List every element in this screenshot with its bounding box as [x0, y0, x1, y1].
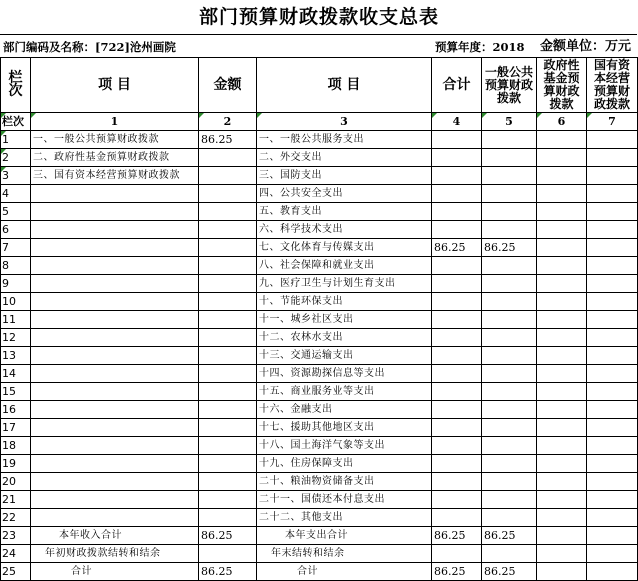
- gov-fund-amount: [537, 257, 587, 275]
- row-index: 7: [1, 239, 31, 257]
- row-index: 22: [1, 509, 31, 527]
- expense-total: [432, 545, 482, 563]
- expense-item: 三、国防支出: [257, 167, 432, 185]
- income-amount: [199, 293, 257, 311]
- expense-item: 二十二、其他支出: [257, 509, 432, 527]
- row-index: 23: [1, 527, 31, 545]
- col-number-1: 1: [31, 113, 199, 131]
- table-row: [1, 221, 638, 239]
- income-item: [31, 347, 199, 365]
- income-amount: [199, 203, 257, 221]
- expense-item: 本年支出合计: [257, 527, 432, 545]
- state-capital-amount: [587, 311, 638, 329]
- col-header-expense-item: 项 目: [257, 58, 432, 113]
- row-index: 15: [1, 383, 31, 401]
- expense-total: [432, 149, 482, 167]
- state-capital-amount: [587, 239, 638, 257]
- row-index: 24: [1, 545, 31, 563]
- state-capital-amount: [587, 401, 638, 419]
- row-index: 17: [1, 419, 31, 437]
- expense-item: 五、教育支出: [257, 203, 432, 221]
- state-capital-amount: [587, 167, 638, 185]
- income-amount: 86.25: [199, 527, 257, 545]
- expense-total: [432, 275, 482, 293]
- income-amount: [199, 257, 257, 275]
- gov-fund-amount: [537, 527, 587, 545]
- row-index: 4: [1, 185, 31, 203]
- general-budget-amount: [482, 203, 537, 221]
- state-capital-amount: [587, 455, 638, 473]
- income-amount: [199, 473, 257, 491]
- table-row: [1, 527, 638, 545]
- gov-fund-amount: [537, 545, 587, 563]
- general-budget-amount: [482, 509, 537, 527]
- table-row: [1, 491, 638, 509]
- col-header-amount: 金额: [199, 58, 257, 113]
- state-capital-amount: [587, 383, 638, 401]
- expense-total: [432, 347, 482, 365]
- gov-fund-amount: [537, 419, 587, 437]
- gov-fund-amount: [537, 509, 587, 527]
- expense-item: 十、节能环保支出: [257, 293, 432, 311]
- expense-total: [432, 167, 482, 185]
- row-index: 8: [1, 257, 31, 275]
- table-row: [1, 239, 638, 257]
- income-item: [31, 455, 199, 473]
- expense-total: [432, 401, 482, 419]
- state-capital-amount: [587, 473, 638, 491]
- expense-total: [432, 473, 482, 491]
- budget-year: 预算年度：2018: [435, 40, 525, 54]
- income-item: [31, 257, 199, 275]
- gov-fund-amount: [537, 347, 587, 365]
- state-capital-amount: [587, 293, 638, 311]
- col-header-state-capital: 国有资本经营预算财政拨款: [587, 58, 638, 113]
- income-amount: [199, 383, 257, 401]
- dept-info: 部门编码及名称：[722]沧州画院: [3, 40, 176, 54]
- table-row: [1, 131, 638, 149]
- col-header-total: 合计: [432, 58, 482, 113]
- row-index: 2: [1, 149, 31, 167]
- general-budget-amount: [482, 545, 537, 563]
- expense-total: [432, 419, 482, 437]
- expense-total: [432, 455, 482, 473]
- expense-item: 十七、援助其他地区支出: [257, 419, 432, 437]
- state-capital-amount: [587, 131, 638, 149]
- gov-fund-amount: [537, 221, 587, 239]
- state-capital-amount: [587, 437, 638, 455]
- row-index: 6: [1, 221, 31, 239]
- income-amount: [199, 275, 257, 293]
- row-index: 5: [1, 203, 31, 221]
- table-row: [1, 329, 638, 347]
- expense-total: [432, 203, 482, 221]
- general-budget-amount: [482, 185, 537, 203]
- table-row: [1, 293, 638, 311]
- expense-total: [432, 509, 482, 527]
- gov-fund-amount: [537, 185, 587, 203]
- expense-total: 86.25: [432, 563, 482, 581]
- state-capital-amount: [587, 509, 638, 527]
- general-budget-amount: [482, 131, 537, 149]
- general-budget-amount: [482, 275, 537, 293]
- general-budget-amount: [482, 149, 537, 167]
- income-item: 三、国有资本经营预算财政拨款: [31, 167, 199, 185]
- state-capital-amount: [587, 329, 638, 347]
- income-item: 本年收入合计: [31, 527, 199, 545]
- col-number-7: 7: [587, 113, 638, 131]
- income-amount: [199, 401, 257, 419]
- state-capital-amount: [587, 257, 638, 275]
- row-index: 16: [1, 401, 31, 419]
- gov-fund-amount: [537, 167, 587, 185]
- gov-fund-amount: [537, 131, 587, 149]
- table-row: [1, 185, 638, 203]
- income-item: [31, 365, 199, 383]
- table-row: [1, 311, 638, 329]
- row-index: 20: [1, 473, 31, 491]
- income-item: 一、一般公共预算财政拨款: [31, 131, 199, 149]
- table-row: [1, 509, 638, 527]
- gov-fund-amount: [537, 311, 587, 329]
- income-item: [31, 221, 199, 239]
- gov-fund-amount: [537, 473, 587, 491]
- lanci-label: 栏次: [1, 113, 31, 131]
- state-capital-amount: [587, 545, 638, 563]
- title-divider: [0, 34, 637, 35]
- income-amount: [199, 221, 257, 239]
- general-budget-amount: [482, 347, 537, 365]
- expense-item: 四、公共安全支出: [257, 185, 432, 203]
- col-header-lanci: 栏次: [1, 58, 31, 113]
- expense-total: [432, 365, 482, 383]
- income-amount: [199, 419, 257, 437]
- income-item: [31, 239, 199, 257]
- general-budget-amount: 86.25: [482, 563, 537, 581]
- income-item: 合计: [31, 563, 199, 581]
- state-capital-amount: [587, 275, 638, 293]
- income-amount: [199, 329, 257, 347]
- general-budget-amount: [482, 455, 537, 473]
- expense-item: 九、医疗卫生与计划生育支出: [257, 275, 432, 293]
- general-budget-amount: [482, 257, 537, 275]
- row-index: 1: [1, 131, 31, 149]
- income-amount: [199, 365, 257, 383]
- header-row: [1, 58, 638, 113]
- income-amount: [199, 509, 257, 527]
- expense-item: 八、社会保障和就业支出: [257, 257, 432, 275]
- income-amount: [199, 347, 257, 365]
- general-budget-amount: [482, 383, 537, 401]
- expense-item: 二、外交支出: [257, 149, 432, 167]
- expense-item: 十一、城乡社区支出: [257, 311, 432, 329]
- income-item: 二、政府性基金预算财政拨款: [31, 149, 199, 167]
- table-row: [1, 401, 638, 419]
- expense-total: 86.25: [432, 239, 482, 257]
- gov-fund-amount: [537, 383, 587, 401]
- table-row: [1, 257, 638, 275]
- expense-item: 十八、国土海洋气象等支出: [257, 437, 432, 455]
- table-row: [1, 437, 638, 455]
- state-capital-amount: [587, 365, 638, 383]
- table-row: [1, 455, 638, 473]
- table-row: [1, 203, 638, 221]
- row-index: 11: [1, 311, 31, 329]
- general-budget-amount: [482, 293, 537, 311]
- income-amount: [199, 455, 257, 473]
- income-amount: [199, 545, 257, 563]
- state-capital-amount: [587, 419, 638, 437]
- col-header-income-item: 项 目: [31, 58, 199, 113]
- expense-total: [432, 491, 482, 509]
- expense-item: 二十、粮油物资储备支出: [257, 473, 432, 491]
- gov-fund-amount: [537, 203, 587, 221]
- table-row: [1, 419, 638, 437]
- col-number-3: 3: [257, 113, 432, 131]
- expense-total: [432, 257, 482, 275]
- gov-fund-amount: [537, 275, 587, 293]
- income-item: [31, 185, 199, 203]
- gov-fund-amount: [537, 293, 587, 311]
- state-capital-amount: [587, 491, 638, 509]
- gov-fund-amount: [537, 149, 587, 167]
- income-item: [31, 383, 199, 401]
- income-item: [31, 311, 199, 329]
- col-number-4: 4: [432, 113, 482, 131]
- expense-total: [432, 293, 482, 311]
- expense-total: [432, 311, 482, 329]
- income-item: [31, 509, 199, 527]
- gov-fund-amount: [537, 455, 587, 473]
- row-index: 19: [1, 455, 31, 473]
- income-item: [31, 293, 199, 311]
- general-budget-amount: [482, 491, 537, 509]
- amount-unit: 金额单位：万元: [540, 39, 632, 54]
- general-budget-amount: [482, 365, 537, 383]
- general-budget-amount: [482, 437, 537, 455]
- expense-item: 十三、交通运输支出: [257, 347, 432, 365]
- col-number-5: 5: [482, 113, 537, 131]
- column-number-row: [1, 113, 638, 131]
- income-amount: [199, 311, 257, 329]
- income-amount: [199, 437, 257, 455]
- gov-fund-amount: [537, 401, 587, 419]
- row-index: 10: [1, 293, 31, 311]
- row-index: 21: [1, 491, 31, 509]
- income-item: [31, 437, 199, 455]
- general-budget-amount: 86.25: [482, 527, 537, 545]
- col-number-6: 6: [537, 113, 587, 131]
- income-amount: [199, 149, 257, 167]
- expense-item: 十五、商业服务业等支出: [257, 383, 432, 401]
- expense-total: [432, 437, 482, 455]
- row-index: 18: [1, 437, 31, 455]
- state-capital-amount: [587, 203, 638, 221]
- gov-fund-amount: [537, 437, 587, 455]
- income-item: [31, 329, 199, 347]
- expense-total: [432, 131, 482, 149]
- page-title: 部门预算财政拨款收支总表: [198, 6, 439, 28]
- state-capital-amount: [587, 185, 638, 203]
- table-row: [1, 167, 638, 185]
- row-index: 25: [1, 563, 31, 581]
- table-row: [1, 149, 638, 167]
- state-capital-amount: [587, 527, 638, 545]
- expense-item: 十四、资源勘探信息等支出: [257, 365, 432, 383]
- table-row: [1, 275, 638, 293]
- gov-fund-amount: [537, 491, 587, 509]
- gov-fund-amount: [537, 239, 587, 257]
- col-header-general-budget: 一般公共预算财政拨款: [482, 58, 537, 113]
- state-capital-amount: [587, 347, 638, 365]
- expense-total: 86.25: [432, 527, 482, 545]
- expense-item: 七、文化体育与传媒支出: [257, 239, 432, 257]
- general-budget-amount: [482, 329, 537, 347]
- general-budget-amount: [482, 419, 537, 437]
- state-capital-amount: [587, 149, 638, 167]
- table-row: [1, 473, 638, 491]
- row-index: 14: [1, 365, 31, 383]
- general-budget-amount: [482, 401, 537, 419]
- income-amount: [199, 167, 257, 185]
- expense-item: 十六、金融支出: [257, 401, 432, 419]
- expense-item: 六、科学技术支出: [257, 221, 432, 239]
- row-index: 12: [1, 329, 31, 347]
- income-item: [31, 401, 199, 419]
- table-row: [1, 365, 638, 383]
- income-amount: [199, 185, 257, 203]
- budget-table: [0, 57, 638, 581]
- table-row: [1, 383, 638, 401]
- col-header-gov-fund: 政府性基金预算财政拨款: [537, 58, 587, 113]
- general-budget-amount: [482, 221, 537, 239]
- general-budget-amount: [482, 473, 537, 491]
- table-row: [1, 545, 638, 563]
- row-index: 3: [1, 167, 31, 185]
- income-item: [31, 473, 199, 491]
- expense-item: 年末结转和结余: [257, 545, 432, 563]
- gov-fund-amount: [537, 329, 587, 347]
- expense-item: 合计: [257, 563, 432, 581]
- expense-item: 十二、农林水支出: [257, 329, 432, 347]
- row-index: 9: [1, 275, 31, 293]
- general-budget-amount: 86.25: [482, 239, 537, 257]
- expense-item: 十九、住房保障支出: [257, 455, 432, 473]
- gov-fund-amount: [537, 365, 587, 383]
- col-number-2: 2: [199, 113, 257, 131]
- expense-item: 二十一、国债还本付息支出: [257, 491, 432, 509]
- income-item: [31, 419, 199, 437]
- general-budget-amount: [482, 167, 537, 185]
- income-amount: 86.25: [199, 131, 257, 149]
- table-row: [1, 347, 638, 365]
- row-index: 13: [1, 347, 31, 365]
- income-amount: [199, 239, 257, 257]
- income-item: [31, 275, 199, 293]
- income-amount: 86.25: [199, 563, 257, 581]
- income-item: [31, 491, 199, 509]
- income-item: 年初财政拨款结转和结余: [31, 545, 199, 563]
- expense-total: [432, 383, 482, 401]
- income-item: [31, 203, 199, 221]
- general-budget-amount: [482, 311, 537, 329]
- expense-total: [432, 185, 482, 203]
- expense-total: [432, 221, 482, 239]
- expense-total: [432, 329, 482, 347]
- expense-item: 一、一般公共服务支出: [257, 131, 432, 149]
- state-capital-amount: [587, 221, 638, 239]
- income-amount: [199, 491, 257, 509]
